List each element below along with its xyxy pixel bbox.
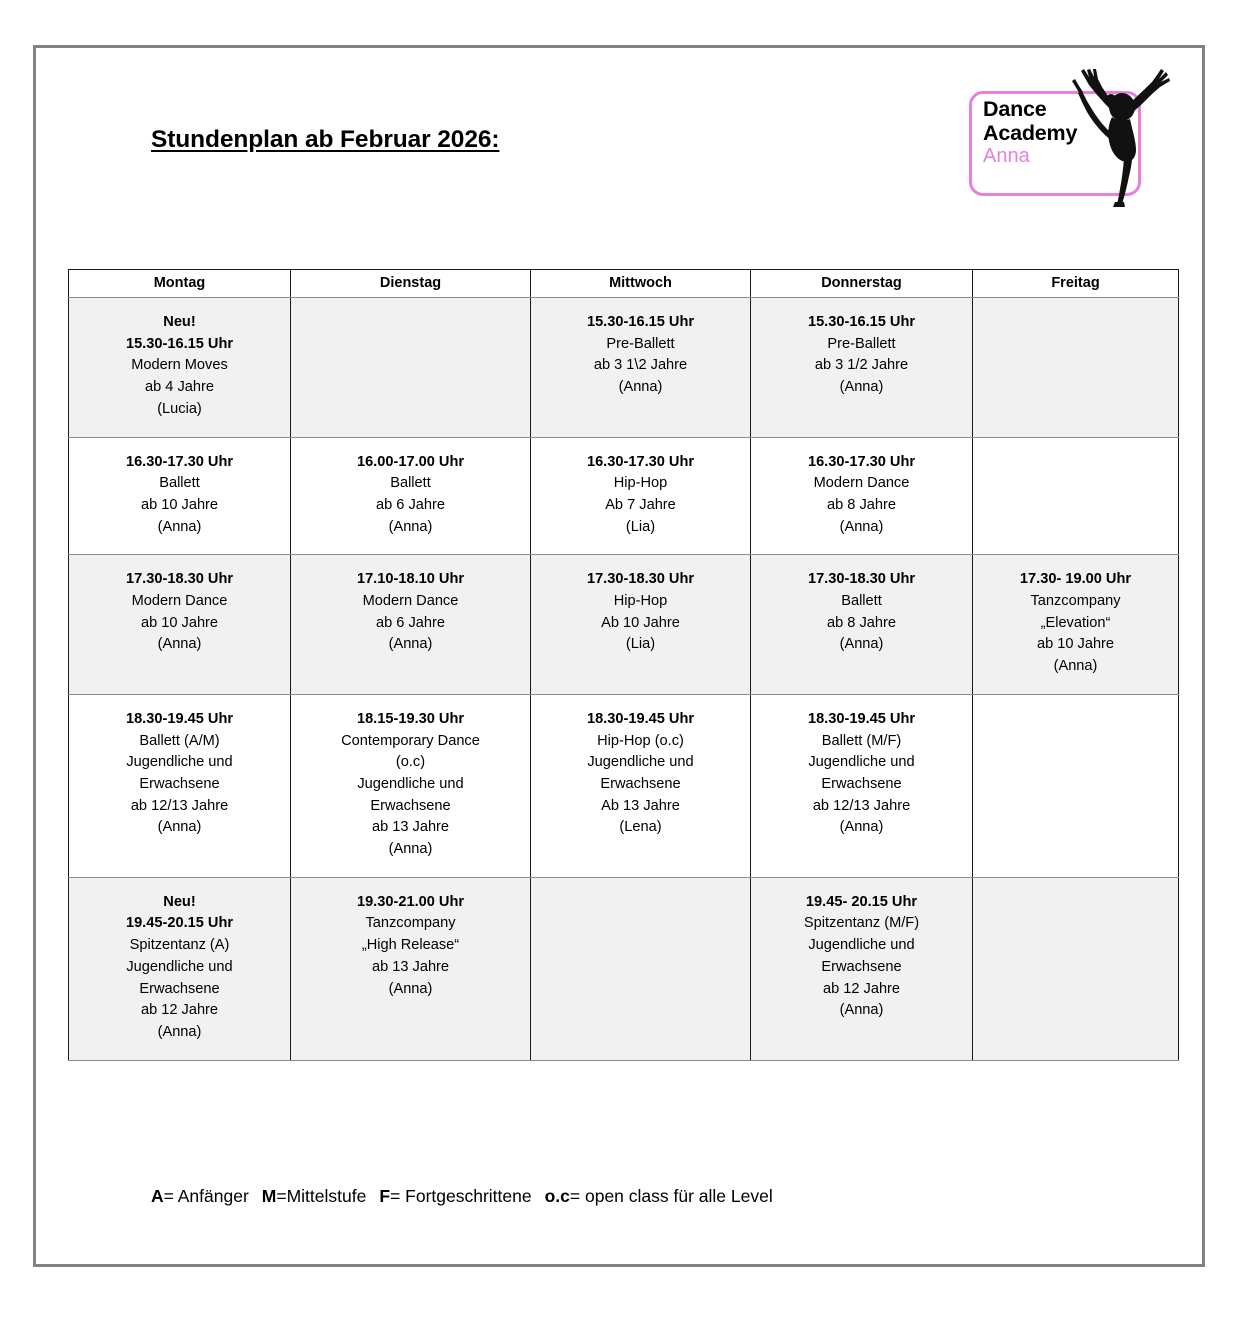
schedule-cell [973, 694, 1179, 877]
schedule-cell [291, 437, 531, 555]
schedule-cell [531, 555, 751, 695]
schedule-cell-line: ab 13 Jahre [371, 958, 450, 975]
schedule-cell-line: Erwachsene [139, 775, 220, 792]
schedule-cell [291, 555, 531, 695]
schedule-cell-line: 16.30-17.30 Uhr [125, 453, 234, 470]
schedule-cell [973, 877, 1179, 1060]
schedule-cell-line: ab 8 Jahre [827, 614, 896, 631]
schedule-cell-line: (Lena) [619, 819, 662, 836]
schedule-cell-line: 16.30-17.30 Uhr [586, 453, 695, 470]
table-row [69, 555, 1179, 695]
schedule-cell-line: Ballett (M/F) [821, 732, 902, 749]
schedule-cell-line: Modern Dance [131, 593, 228, 610]
table-header-row [69, 270, 1179, 298]
schedule-cell-line: Ballett [390, 475, 431, 492]
schedule-cell-line: (Anna) [388, 841, 433, 858]
schedule-cell-line: (Anna) [388, 518, 433, 535]
schedule-cell-line: Modern Dance [813, 475, 910, 492]
schedule-cell-line: 19.45-20.15 Uhr [125, 915, 234, 932]
schedule-cell-line: ab 3 1/2 Jahre [814, 357, 909, 374]
document-header [36, 48, 1202, 218]
schedule-cell-line: Modern Dance [362, 593, 459, 610]
schedule-cell-line: ab 12 Jahre [822, 980, 901, 997]
schedule-cell-line: (Anna) [157, 1023, 202, 1040]
schedule-cell-line: ab 10 Jahre [140, 614, 219, 631]
schedule-cell-line: 16.00-17.00 Uhr [356, 453, 465, 470]
schedule-cell-line: 18.30-19.45 Uhr [125, 710, 234, 727]
schedule-cell-line: ab 8 Jahre [827, 496, 896, 513]
schedule-cell-line: 18.30-19.45 Uhr [807, 710, 916, 727]
column-header-freitag: Freitag [973, 270, 1179, 298]
schedule-cell [531, 694, 751, 877]
schedule-cell-line: 17.30-18.30 Uhr [125, 571, 234, 588]
column-header-montag: Montag [69, 270, 291, 298]
schedule-cell-line: Erwachsene [821, 775, 902, 792]
schedule-cell-line: (Lia) [625, 636, 656, 653]
schedule-cell [531, 298, 751, 438]
schedule-cell-line: ab 6 Jahre [376, 614, 445, 631]
schedule-cell-line: Neu! [163, 893, 196, 910]
schedule-cell [751, 694, 973, 877]
schedule-cell-line: (Anna) [157, 518, 202, 535]
schedule-cell-line: (o.c) [395, 754, 426, 771]
schedule-table [68, 269, 1179, 1061]
table-row [69, 298, 1179, 438]
schedule-cell-line: Pre-Ballett [827, 335, 896, 352]
schedule-cell [69, 555, 291, 695]
schedule-cell-line: 18.15-19.30 Uhr [356, 710, 465, 727]
schedule-cell-line: ab 10 Jahre [1036, 636, 1115, 653]
schedule-cell-line: Erwachsene [821, 958, 902, 975]
legend-description: = Anfänger [163, 1186, 249, 1206]
schedule-cell-line: (Anna) [618, 379, 663, 396]
schedule-cell-line: ab 6 Jahre [376, 496, 445, 513]
schedule-cell [751, 555, 973, 695]
legend-key: A [151, 1186, 164, 1206]
schedule-cell-line: Jugendliche und [808, 937, 915, 954]
schedule-cell-line: 15.30-16.15 Uhr [807, 314, 916, 330]
page-frame [33, 45, 1205, 1267]
schedule-cell-line: 17.30- 19.00 Uhr [1019, 571, 1132, 588]
schedule-cell-line: 17.30-18.30 Uhr [807, 571, 916, 588]
schedule-cell [531, 437, 751, 555]
schedule-cell-line: Ab 13 Jahre [601, 797, 680, 814]
schedule-cell [69, 437, 291, 555]
schedule-cell-line: ab 12/13 Jahre [130, 797, 229, 814]
schedule-cell-line: 19.30-21.00 Uhr [356, 893, 465, 910]
schedule-cell-line: Spitzentanz (M/F) [803, 915, 920, 932]
schedule-cell-line: Jugendliche und [126, 754, 233, 771]
schedule-cell-line: Erwachsene [139, 980, 220, 997]
schedule-cell-line: Contemporary Dance [341, 732, 480, 749]
schedule-cell-line: Jugendliche und [808, 754, 915, 771]
schedule-cell-line: Jugendliche und [587, 754, 694, 771]
logo-line-anna: Anna [983, 145, 1030, 167]
table-row [69, 877, 1179, 1060]
schedule-cell-line: ab 12/13 Jahre [812, 797, 911, 814]
schedule-cell-line: (Lucia) [157, 400, 202, 417]
schedule-cell-line: (Anna) [388, 980, 433, 997]
schedule-cell-line: (Lia) [625, 518, 656, 535]
schedule-cell-line: ab 10 Jahre [140, 496, 219, 513]
schedule-cell [291, 694, 531, 877]
legend-description: = open class für alle Level [569, 1186, 773, 1206]
schedule-cell-line: ab 13 Jahre [371, 819, 450, 836]
schedule-cell-line: (Anna) [839, 819, 884, 836]
schedule-cell-line: (Anna) [1053, 658, 1098, 675]
schedule-cell-line: (Anna) [388, 636, 433, 653]
schedule-cell [973, 437, 1179, 555]
logo-line-dance: Dance [983, 97, 1047, 121]
schedule-cell [973, 298, 1179, 438]
legend-key: o.c [544, 1186, 570, 1206]
schedule-cell-line: ab 3 1\2 Jahre [593, 357, 688, 374]
table-row [69, 437, 1179, 555]
schedule-cell-line: Ballett [841, 593, 882, 610]
schedule-cell [751, 437, 973, 555]
schedule-cell [69, 298, 291, 438]
schedule-cell [751, 877, 973, 1060]
legend-key: F [379, 1186, 391, 1206]
schedule-cell-line: Tanzcompany [365, 915, 456, 932]
column-header-donnerstag: Donnerstag [751, 270, 973, 298]
schedule-cell-line: (Anna) [839, 636, 884, 653]
schedule-cell-line: (Anna) [157, 636, 202, 653]
schedule-cell-line: Erwachsene [370, 797, 451, 814]
schedule-cell-line: 19.45- 20.15 Uhr [805, 893, 918, 910]
schedule-cell [973, 555, 1179, 695]
schedule-cell-line: ab 12 Jahre [140, 1002, 219, 1019]
dance-academy-anna-logo [961, 63, 1176, 208]
schedule-cell-line: (Anna) [839, 518, 884, 535]
schedule-cell-line: Jugendliche und [126, 958, 233, 975]
schedule-cell [291, 877, 531, 1060]
schedule-cell-line: Modern Moves [131, 357, 228, 374]
legend [151, 1186, 773, 1207]
schedule-cell [531, 877, 751, 1060]
schedule-table-container [68, 269, 1178, 1061]
schedule-cell-line: Ballett (A/M) [139, 732, 220, 749]
schedule-cell-line: (Anna) [157, 819, 202, 836]
schedule-cell [751, 298, 973, 438]
schedule-cell-line: Hip-Hop [613, 593, 668, 610]
schedule-cell-line: Erwachsene [600, 775, 681, 792]
schedule-cell-line: 16.30-17.30 Uhr [807, 453, 916, 470]
schedule-cell-line: (Anna) [839, 1002, 884, 1019]
schedule-cell-line: „Elevation“ [1040, 614, 1111, 631]
schedule-cell-line: ab 4 Jahre [145, 379, 214, 396]
schedule-cell [69, 877, 291, 1060]
schedule-cell-line: Ballett [159, 475, 200, 492]
schedule-cell-line: Ab 7 Jahre [605, 496, 676, 513]
legend-description: =Mittelstufe [276, 1186, 367, 1206]
schedule-cell-line: 15.30-16.15 Uhr [586, 314, 695, 330]
page-title: Stundenplan ab Februar 2026: [151, 126, 500, 153]
schedule-cell [69, 694, 291, 877]
schedule-cell-line: „High Release“ [361, 937, 460, 954]
schedule-cell-line: Pre-Ballett [606, 335, 675, 352]
schedule-cell-line: Hip-Hop [613, 475, 668, 492]
schedule-cell-line: Jugendliche und [357, 775, 464, 792]
legend-description: = Fortgeschrittene [390, 1186, 532, 1206]
schedule-cell-line: Hip-Hop (o.c) [597, 732, 684, 749]
schedule-cell-line: Tanzcompany [1030, 593, 1121, 610]
column-header-mittwoch: Mittwoch [531, 270, 751, 298]
legend-key: M [261, 1186, 277, 1206]
schedule-cell-line: 15.30-16.15 Uhr [125, 335, 234, 352]
schedule-cell-line: Ab 10 Jahre [601, 614, 680, 631]
schedule-cell-line: 17.30-18.30 Uhr [586, 571, 695, 588]
schedule-cell [291, 298, 531, 438]
column-header-dienstag: Dienstag [291, 270, 531, 298]
schedule-table-body [69, 298, 1179, 1061]
schedule-cell-line: 17.10-18.10 Uhr [356, 571, 465, 588]
dancer-silhouette-icon [1056, 63, 1176, 208]
schedule-cell-line: Spitzentanz (A) [129, 937, 230, 954]
schedule-cell-line: Neu! [163, 314, 196, 330]
schedule-cell-line: 18.30-19.45 Uhr [586, 710, 695, 727]
schedule-cell-line: (Anna) [839, 379, 884, 396]
logo-line-academy: Academy [983, 120, 1078, 145]
table-row [69, 694, 1179, 877]
